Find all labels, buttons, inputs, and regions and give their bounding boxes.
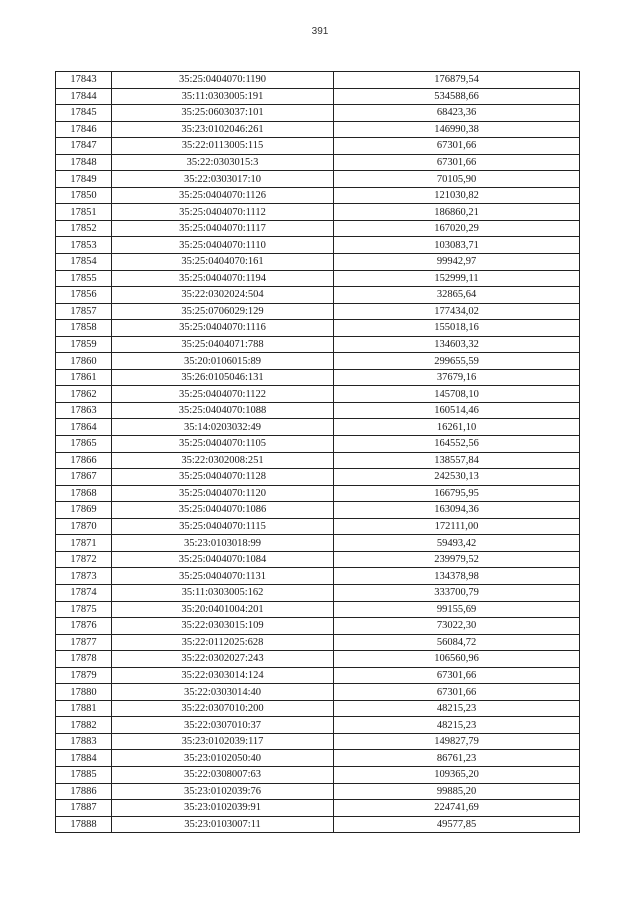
row-number-cell: 17867: [56, 469, 112, 486]
row-number-cell: 17864: [56, 419, 112, 436]
value-cell: 167020,29: [334, 220, 580, 237]
cadastral-number-cell: 35:25:0404070:1128: [112, 469, 334, 486]
table-row: [56, 485, 580, 502]
value-cell: 59493,42: [334, 535, 580, 552]
row-number-cell: 17857: [56, 303, 112, 320]
cadastral-number-cell: 35:25:0404070:1116: [112, 320, 334, 337]
row-number-cell: 17888: [56, 816, 112, 833]
table-row: [56, 518, 580, 535]
value-cell: 109365,20: [334, 766, 580, 783]
row-number-cell: 17851: [56, 204, 112, 221]
cadastral-number-cell: 35:22:0303015:109: [112, 618, 334, 635]
cadastral-number-cell: 35:22:0303015:3: [112, 154, 334, 171]
row-number-cell: 17873: [56, 568, 112, 585]
table-row: [56, 72, 580, 89]
value-cell: 86761,23: [334, 750, 580, 767]
table-row: [56, 369, 580, 386]
row-number-cell: 17861: [56, 369, 112, 386]
row-number-cell: 17878: [56, 651, 112, 668]
cadastral-number-cell: 35:22:0303014:40: [112, 684, 334, 701]
table-row: [56, 634, 580, 651]
row-number-cell: 17846: [56, 121, 112, 138]
row-number-cell: 17849: [56, 171, 112, 188]
value-cell: 155018,16: [334, 320, 580, 337]
cadastral-number-cell: 35:11:0303005:162: [112, 584, 334, 601]
value-cell: 149827,79: [334, 733, 580, 750]
row-number-cell: 17855: [56, 270, 112, 287]
table-row: [56, 154, 580, 171]
cadastral-number-cell: 35:25:0404070:1117: [112, 220, 334, 237]
table-row: [56, 254, 580, 271]
value-cell: 138557,84: [334, 452, 580, 469]
value-cell: 32865,64: [334, 287, 580, 304]
value-cell: 106560,96: [334, 651, 580, 668]
table-row: [56, 88, 580, 105]
row-number-cell: 17847: [56, 138, 112, 155]
row-number-cell: 17884: [56, 750, 112, 767]
cadastral-number-cell: 35:23:0103018:99: [112, 535, 334, 552]
table-row: [56, 105, 580, 122]
cadastral-number-cell: 35:22:0303017:10: [112, 171, 334, 188]
table-row: [56, 187, 580, 204]
cadastral-number-cell: 35:25:0404070:1131: [112, 568, 334, 585]
cadastral-number-cell: 35:25:0404070:1120: [112, 485, 334, 502]
table-row: [56, 750, 580, 767]
row-number-cell: 17856: [56, 287, 112, 304]
cadastral-number-cell: 35:25:0706029:129: [112, 303, 334, 320]
value-cell: 146990,38: [334, 121, 580, 138]
row-number-cell: 17875: [56, 601, 112, 618]
table-row: [56, 386, 580, 403]
cadastral-number-cell: 35:14:0203032:49: [112, 419, 334, 436]
value-cell: 164552,56: [334, 436, 580, 453]
cadastral-number-cell: 35:20:0106015:89: [112, 353, 334, 370]
table-row: [56, 733, 580, 750]
value-cell: 48215,23: [334, 717, 580, 734]
table-row: [56, 436, 580, 453]
row-number-cell: 17887: [56, 800, 112, 817]
value-cell: 16261,10: [334, 419, 580, 436]
value-cell: 172111,00: [334, 518, 580, 535]
row-number-cell: 17843: [56, 72, 112, 89]
value-cell: 160514,46: [334, 402, 580, 419]
cadastral-number-cell: 35:23:0102039:117: [112, 733, 334, 750]
table-row: [56, 220, 580, 237]
row-number-cell: 17880: [56, 684, 112, 701]
row-number-cell: 17871: [56, 535, 112, 552]
value-cell: 177434,02: [334, 303, 580, 320]
table-row: [56, 551, 580, 568]
row-number-cell: 17870: [56, 518, 112, 535]
page-number: 391: [311, 26, 329, 37]
cadastral-number-cell: 35:25:0404070:1086: [112, 502, 334, 519]
cadastral-number-cell: 35:22:0113005:115: [112, 138, 334, 155]
value-cell: 152999,11: [334, 270, 580, 287]
cadastral-number-cell: 35:23:0102039:91: [112, 800, 334, 817]
registry-table: [55, 71, 580, 833]
table-row: [56, 684, 580, 701]
row-number-cell: 17866: [56, 452, 112, 469]
cadastral-number-cell: 35:25:0404070:1088: [112, 402, 334, 419]
table-row: [56, 419, 580, 436]
value-cell: 56084,72: [334, 634, 580, 651]
table-row: [56, 270, 580, 287]
row-number-cell: 17859: [56, 336, 112, 353]
value-cell: 333700,79: [334, 584, 580, 601]
cadastral-number-cell: 35:25:0404070:1110: [112, 237, 334, 254]
value-cell: 37679,16: [334, 369, 580, 386]
row-number-cell: 17852: [56, 220, 112, 237]
value-cell: 67301,66: [334, 154, 580, 171]
value-cell: 99942,97: [334, 254, 580, 271]
row-number-cell: 17865: [56, 436, 112, 453]
cadastral-number-cell: 35:23:0102050:40: [112, 750, 334, 767]
value-cell: 145708,10: [334, 386, 580, 403]
row-number-cell: 17872: [56, 551, 112, 568]
table-row: [56, 171, 580, 188]
row-number-cell: 17844: [56, 88, 112, 105]
row-number-cell: 17862: [56, 386, 112, 403]
row-number-cell: 17845: [56, 105, 112, 122]
row-number-cell: 17882: [56, 717, 112, 734]
row-number-cell: 17869: [56, 502, 112, 519]
value-cell: 186860,21: [334, 204, 580, 221]
cadastral-number-cell: 35:25:0404071:788: [112, 336, 334, 353]
table-row: [56, 535, 580, 552]
row-number-cell: 17848: [56, 154, 112, 171]
table-row: [56, 303, 580, 320]
table-row: [56, 568, 580, 585]
value-cell: 67301,66: [334, 138, 580, 155]
table-row: [56, 121, 580, 138]
table-row: [56, 204, 580, 221]
table-row: [56, 651, 580, 668]
value-cell: 99155,69: [334, 601, 580, 618]
cadastral-number-cell: 35:22:0112025:628: [112, 634, 334, 651]
table-row: [56, 452, 580, 469]
table-row: [56, 601, 580, 618]
row-number-cell: 17854: [56, 254, 112, 271]
row-number-cell: 17874: [56, 584, 112, 601]
table-row: [56, 816, 580, 833]
value-cell: 73022,30: [334, 618, 580, 635]
row-number-cell: 17868: [56, 485, 112, 502]
row-number-cell: 17863: [56, 402, 112, 419]
table-row: [56, 717, 580, 734]
cadastral-number-cell: 35:25:0603037:101: [112, 105, 334, 122]
cadastral-number-cell: 35:26:0105046:131: [112, 369, 334, 386]
value-cell: 239979,52: [334, 551, 580, 568]
value-cell: 534588,66: [334, 88, 580, 105]
cadastral-number-cell: 35:25:0404070:1122: [112, 386, 334, 403]
cadastral-number-cell: 35:25:0404070:1112: [112, 204, 334, 221]
row-number-cell: 17883: [56, 733, 112, 750]
cadastral-number-cell: 35:20:0401004:201: [112, 601, 334, 618]
table-row: [56, 320, 580, 337]
row-number-cell: 17877: [56, 634, 112, 651]
table-row: [56, 287, 580, 304]
value-cell: 224741,69: [334, 800, 580, 817]
table-row: [56, 667, 580, 684]
cadastral-number-cell: 35:11:0303005:191: [112, 88, 334, 105]
cadastral-number-cell: 35:22:0307010:200: [112, 700, 334, 717]
value-cell: 134378,98: [334, 568, 580, 585]
value-cell: 48215,23: [334, 700, 580, 717]
cadastral-number-cell: 35:23:0102046:261: [112, 121, 334, 138]
row-number-cell: 17879: [56, 667, 112, 684]
table-row: [56, 138, 580, 155]
cadastral-number-cell: 35:22:0307010:37: [112, 717, 334, 734]
value-cell: 163094,36: [334, 502, 580, 519]
cadastral-number-cell: 35:23:0103007:11: [112, 816, 334, 833]
row-number-cell: 17850: [56, 187, 112, 204]
cadastral-number-cell: 35:25:0404070:1126: [112, 187, 334, 204]
value-cell: 134603,32: [334, 336, 580, 353]
table-row: [56, 402, 580, 419]
table-row: [56, 766, 580, 783]
value-cell: 49577,85: [334, 816, 580, 833]
value-cell: 67301,66: [334, 684, 580, 701]
value-cell: 176879,54: [334, 72, 580, 89]
cadastral-number-cell: 35:22:0303014:124: [112, 667, 334, 684]
cadastral-number-cell: 35:25:0404070:1084: [112, 551, 334, 568]
value-cell: 166795,95: [334, 485, 580, 502]
cadastral-number-cell: 35:25:0404070:1190: [112, 72, 334, 89]
value-cell: 103083,71: [334, 237, 580, 254]
table-row: [56, 584, 580, 601]
table-row: [56, 700, 580, 717]
table-body: [56, 72, 580, 833]
value-cell: 242530,13: [334, 469, 580, 486]
cadastral-number-cell: 35:25:0404070:1105: [112, 436, 334, 453]
cadastral-number-cell: 35:25:0404070:1115: [112, 518, 334, 535]
row-number-cell: 17858: [56, 320, 112, 337]
table-row: [56, 800, 580, 817]
table-row: [56, 502, 580, 519]
value-cell: 70105,90: [334, 171, 580, 188]
value-cell: 121030,82: [334, 187, 580, 204]
value-cell: 299655,59: [334, 353, 580, 370]
value-cell: 67301,66: [334, 667, 580, 684]
table-row: [56, 469, 580, 486]
cadastral-number-cell: 35:25:0404070:1194: [112, 270, 334, 287]
row-number-cell: 17860: [56, 353, 112, 370]
cadastral-number-cell: 35:22:0308007:63: [112, 766, 334, 783]
table-row: [56, 353, 580, 370]
value-cell: 99885,20: [334, 783, 580, 800]
cadastral-number-cell: 35:22:0302024:504: [112, 287, 334, 304]
cadastral-number-cell: 35:22:0302027:243: [112, 651, 334, 668]
row-number-cell: 17876: [56, 618, 112, 635]
row-number-cell: 17881: [56, 700, 112, 717]
table-row: [56, 618, 580, 635]
cadastral-number-cell: 35:22:0302008:251: [112, 452, 334, 469]
row-number-cell: 17885: [56, 766, 112, 783]
row-number-cell: 17853: [56, 237, 112, 254]
cadastral-number-cell: 35:23:0102039:76: [112, 783, 334, 800]
table-row: [56, 783, 580, 800]
cadastral-number-cell: 35:25:0404070:161: [112, 254, 334, 271]
table-row: [56, 237, 580, 254]
value-cell: 68423,36: [334, 105, 580, 122]
row-number-cell: 17886: [56, 783, 112, 800]
table-row: [56, 336, 580, 353]
